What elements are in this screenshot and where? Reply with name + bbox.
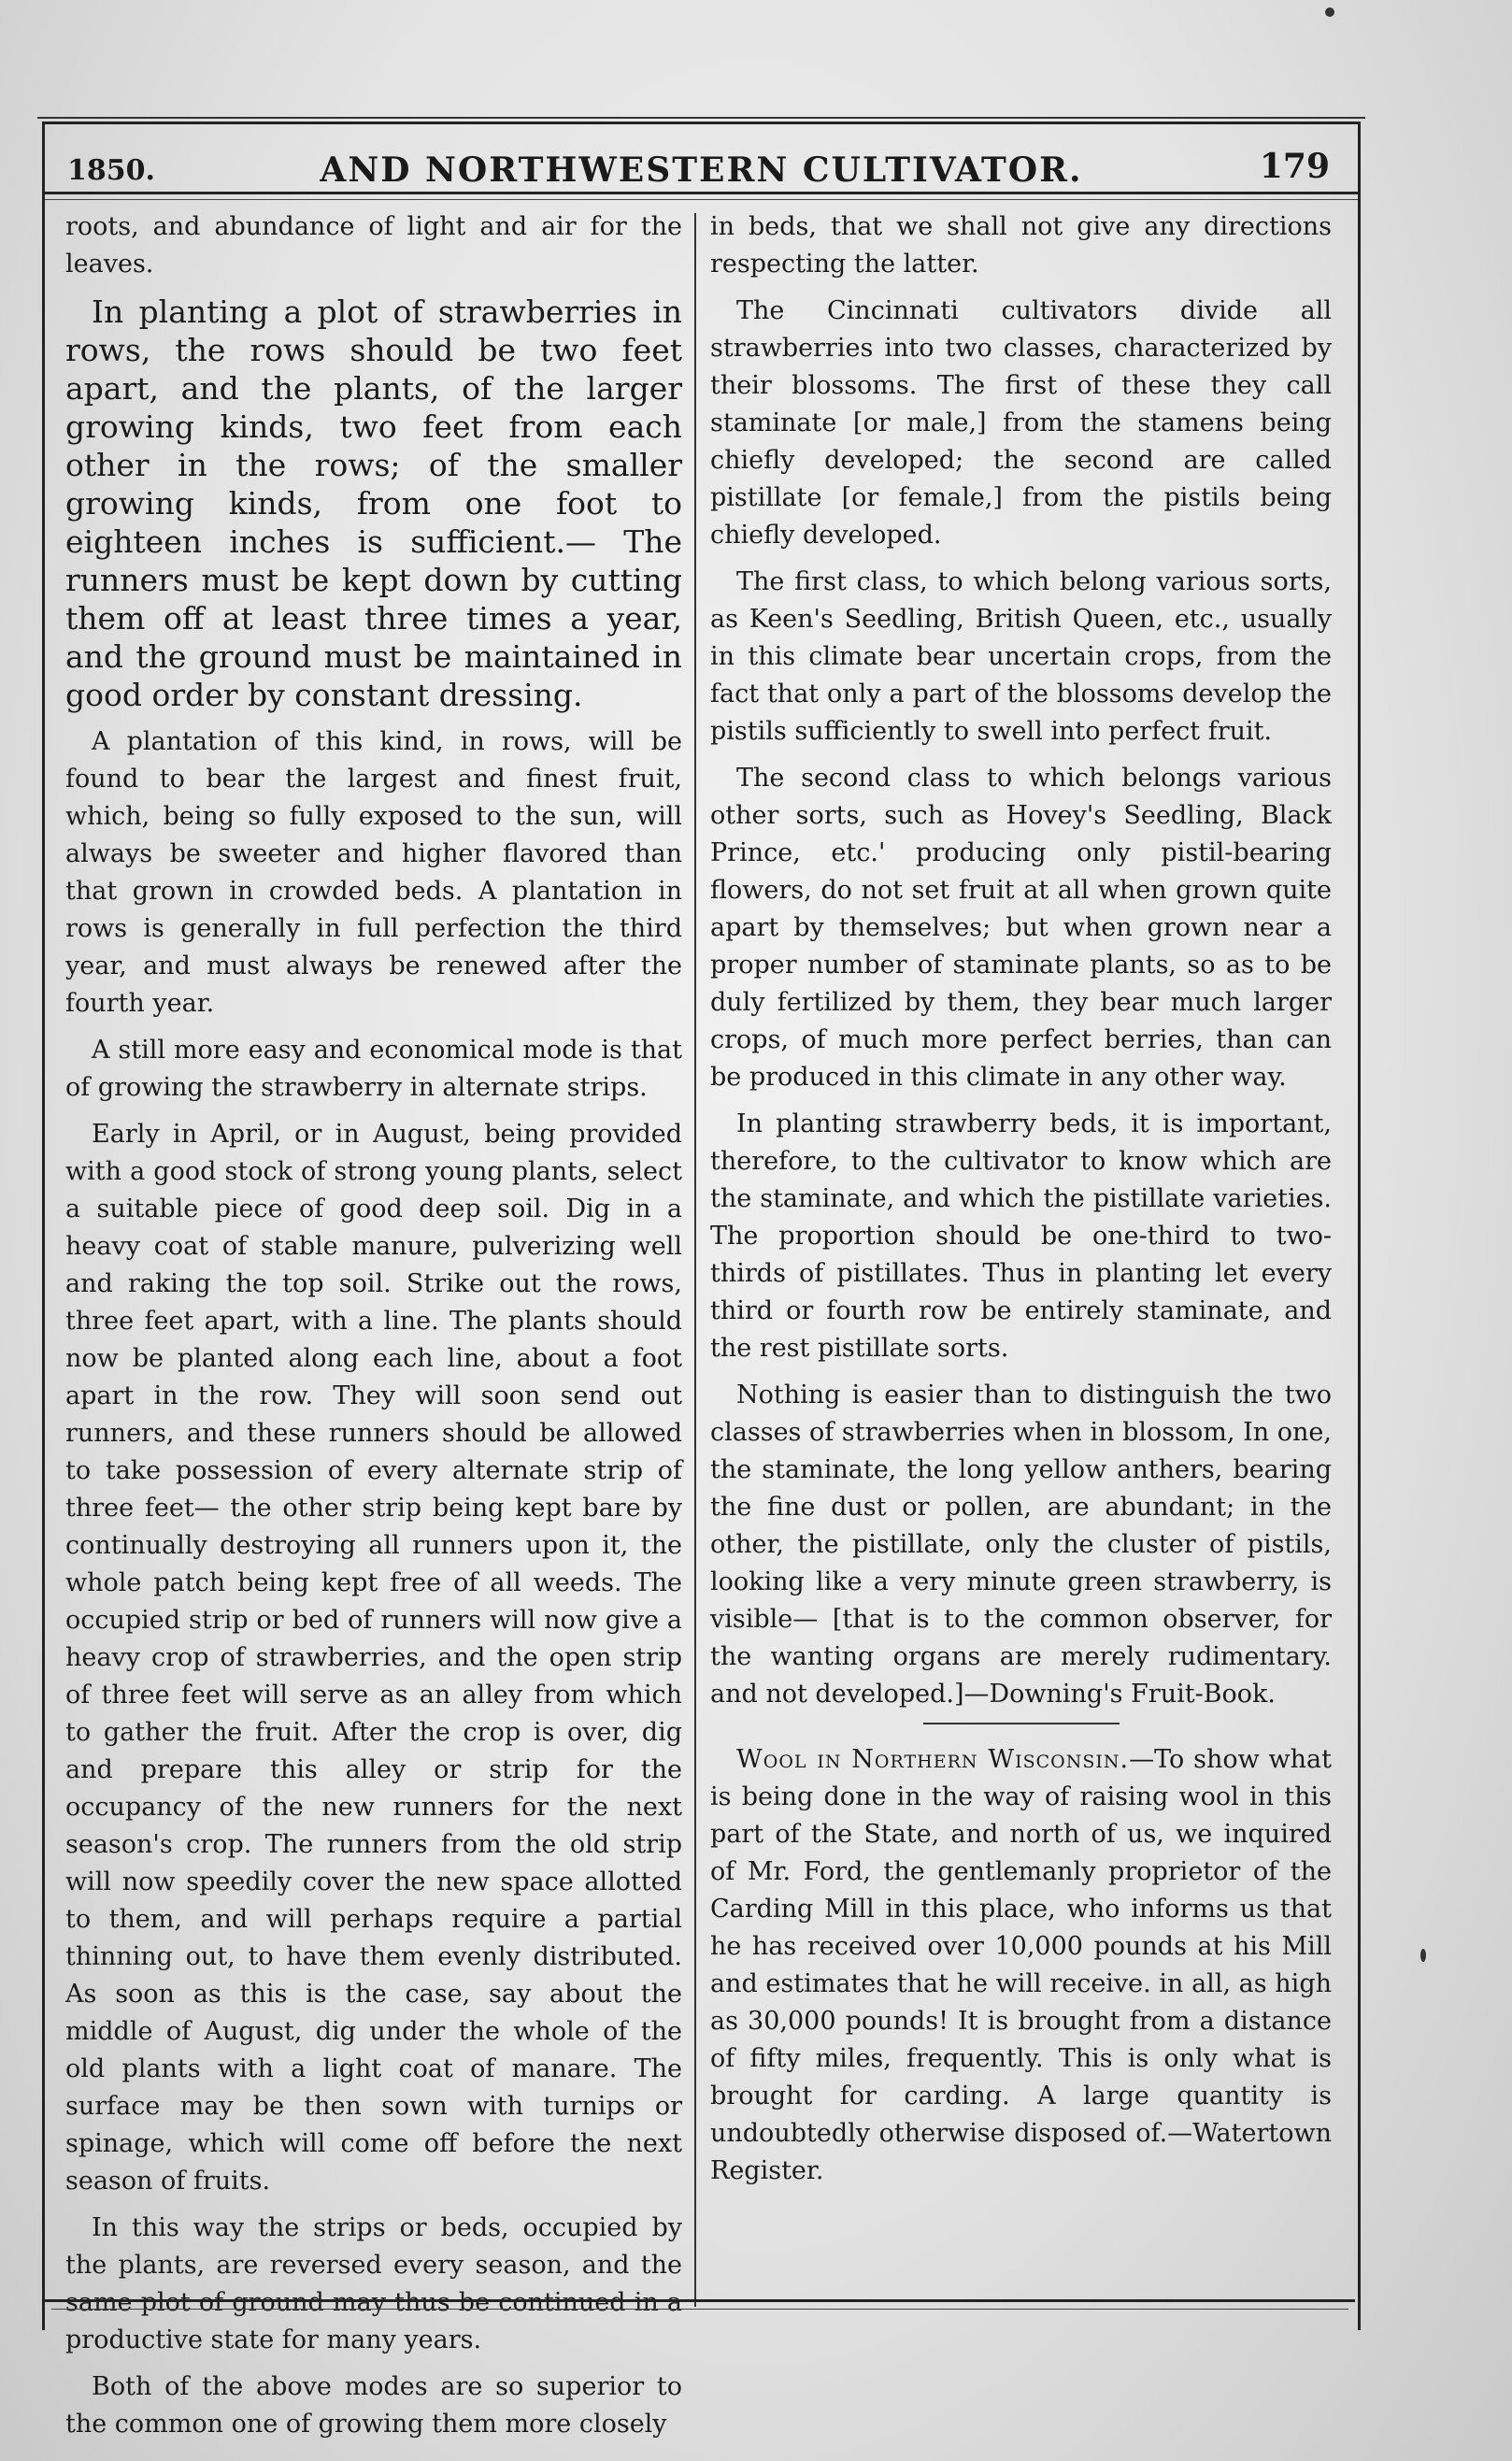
paragraph: A plantation of this kind, in rows, will be found to bear the largest and finest fruit, which, being so fully exposed to the sun, will always be sweeter and higher flavored than that grown in crowded beds. A plantation in rows is generally in full perfection the third year, and must always be renewed after the fourth year. xyxy=(65,727,682,1018)
paragraph: In this way the strips or beds, occupied by the plants, are reversed every season, and the same plot of ground may thus be continued in a productive state for many years. xyxy=(65,2213,682,2354)
newspaper-page xyxy=(42,122,1361,2439)
outer-border-rule xyxy=(37,117,1365,119)
paragraph: Nothing is easier than to distinguish the two classes of strawberries when in blossom, In one, the staminate, the long yellow anthers, bearing the fine dust or pollen, are abundant; in the other, the pistillate, only the cluster of pistils, looking like a very minute green strawberry, is visible— [that is to the common observer, for the wanting organs are merely rudimentary. and not developed.]—Downing's Fruit-Book. xyxy=(710,1381,1332,1709)
bottom-rule-thin xyxy=(51,2309,1348,2310)
right-column xyxy=(710,208,1332,2199)
paragraph: In planting strawberry beds, it is important, therefore, to the cultivator to know which are the staminate, and which the pistillate varieties. The proportion should be one-third to two-thirds of pistillates. Thus in planting let every third or fourth row be entirely staminate, and the rest pistillate sorts. xyxy=(710,1109,1332,1363)
page-number: 179 xyxy=(1259,147,1330,186)
header-year: 1850. xyxy=(67,154,155,187)
scan-speck xyxy=(1325,7,1334,17)
wool-article-body: —To show what is being done in the way of raising wool in this part of the State, and north of us, we inquired of Mr. Ford, the gentlemanly proprietor of the Carding Mill in this place, who informs us that he has received over 10,000 pounds at his Mill and estimates that he will receive. in all, as high as 30,000 pounds! It is brought from a distance of fifty miles, frequently. This is only what is brought for carding. A large quantity is undoubtedly otherwise disposed of.—Watertown Register. xyxy=(710,1745,1332,2185)
paragraph: The first class, to which belong various sorts, as Keen's Seedling, British Queen, etc., usually in this climate bear uncertain crops, from the fact that only a part of the blossoms develop the pistils sufficiently to swell into perfect fruit. xyxy=(710,567,1332,746)
left-column xyxy=(65,208,682,2453)
bottom-rule xyxy=(42,2299,1355,2302)
header-rule-thin xyxy=(45,199,1358,200)
running-header xyxy=(45,141,1358,197)
scan-speck xyxy=(1420,1949,1426,1962)
wool-article xyxy=(710,1741,1332,2190)
wool-article-heading: Wool in Northern Wisconsin. xyxy=(736,1745,1130,1774)
paragraph: roots, and abundance of light and air for the leaves. xyxy=(65,212,682,279)
header-rule xyxy=(45,192,1358,194)
paragraph: A still more easy and economical mode is that of growing the strawberry in alternate strips. xyxy=(65,1036,682,1102)
paragraph: in beds, that we shall not give any directions respecting the latter. xyxy=(710,212,1332,279)
article-separator xyxy=(923,1723,1120,1724)
column-divider xyxy=(694,213,696,2307)
paragraph: In planting a plot of strawberries in rows, the rows should be two feet apart, and the plants, of the larger growing kinds, two feet from each other in the rows; of the smaller growing kinds, from one foot to eighteen inches is sufficient.— The runners must be kept down by cutting them off at least three times a year, and the ground must be maintained in good order by constant dressing. xyxy=(65,293,682,713)
paragraph: Early in April, or in August, being provided with a good stock of strong young plants, select a suitable piece of good deep soil. Dig in a heavy coat of stable manure, pulverizing well and raking the top soil. Strike out the rows, three feet apart, with a line. The plants should now be planted along each line, about a foot apart in the row. They will soon send out runners, and these runners should be allowed to take possession of every alternate strip of three feet— the other strip being kept bare by continually destroying all runners upon it, the whole patch being kept free of all weeds. The occupied strip or bed of runners will now give a heavy crop of strawberries, and the open strip of three feet will serve as an alley from which to gather the fruit. After the crop is over, dig and prepare this alley or strip for the occupancy of the new runners for the next season's crop. The runners from the old strip will now speedily cover the new space allotted to them, and will perhaps require a partial thinning out, to have them evenly distributed. As soon as this is the case, say about the middle of August, dig under the whole of the old plants with a light coat of manare. The surface may be then sown with turnips or spinage, which will come off before the next season of fruits. xyxy=(65,1120,682,2196)
header-title: AND NORTHWESTERN CULTIVATOR. xyxy=(320,150,1083,190)
paragraph: The Cincinnati cultivators divide all strawberries into two classes, characterized by their blossoms. The first of these they call staminate [or male,] from the stamens being chiefly developed; the second are called pistillate [or female,] from the pistils being chiefly developed. xyxy=(710,296,1332,550)
paragraph: Both of the above modes are so superior to the common one of growing them more closely xyxy=(65,2372,682,2439)
paragraph: The second class to which belongs various other sorts, such as Hovey's Seedling, Black Prince, etc.' producing only pistil-bearing flowers, do not set fruit at all when grown quite apart by themselves; but when grown near a proper number of staminate plants, so as to be duly fertilized by them, they bear much larger crops, of much more perfect berries, than can be produced in this climate in any other way. xyxy=(710,764,1332,1092)
